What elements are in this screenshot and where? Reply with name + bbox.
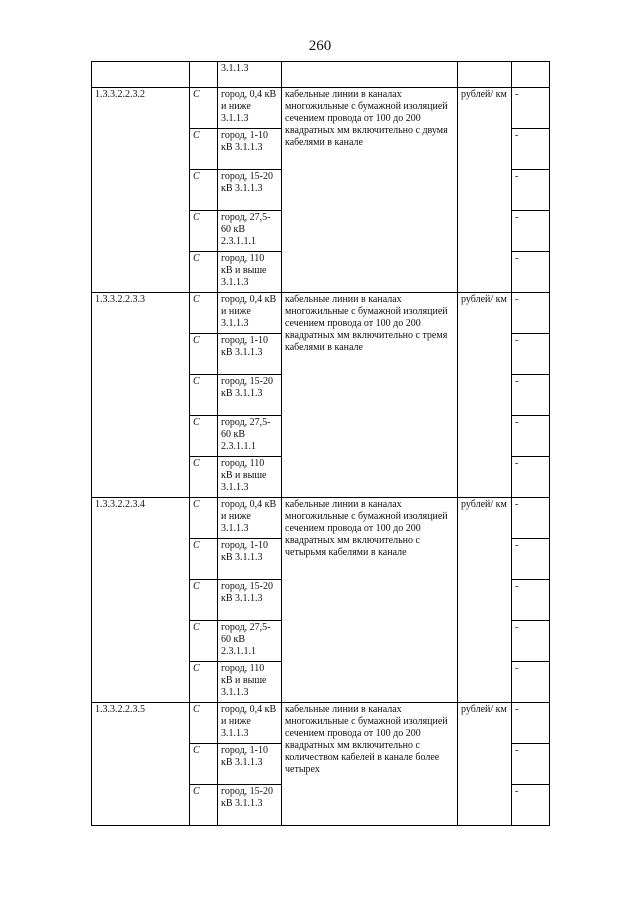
value-cell: - [512,129,550,170]
unit-cell [458,62,512,88]
value-cell: - [512,334,550,375]
table-row [92,293,550,334]
value-cell: - [512,580,550,621]
location-cell: город, 15-20 кВ 3.1.1.3 [218,375,282,416]
location-cell: 3.1.1.3 [218,62,282,88]
location-cell: город, 1-10 кВ 3.1.1.3 [218,129,282,170]
description-cell: кабельные линии в каналах многожильные с бумажной изоляцией сечением провода от 100 до 200 квадратных мм включительно с тремя кабелями в канале [282,293,458,498]
class-cell: С [190,744,218,785]
class-cell: С [190,334,218,375]
unit-cell: рублей/ км [458,293,512,498]
class-cell [190,62,218,88]
location-cell: город, 0,4 кВ и ниже 3.1.1.3 [218,293,282,334]
code-cell [92,62,190,88]
location-cell: город, 0,4 кВ и ниже 3.1.1.3 [218,498,282,539]
unit-cell: рублей/ км [458,703,512,826]
class-cell: С [190,703,218,744]
value-cell: - [512,703,550,744]
location-cell: город, 110 кВ и выше 3.1.1.3 [218,252,282,293]
class-cell: С [190,416,218,457]
location-cell: город, 1-10 кВ 3.1.1.3 [218,539,282,580]
value-cell: - [512,170,550,211]
location-cell: город, 27,5-60 кВ 2.3.1.1.1 [218,621,282,662]
value-cell: - [512,375,550,416]
location-cell: город, 0,4 кВ и ниже 3.1.1.3 [218,88,282,129]
description-cell [282,62,458,88]
value-cell: - [512,88,550,129]
location-cell: город, 1-10 кВ 3.1.1.3 [218,744,282,785]
class-cell: С [190,498,218,539]
location-cell: город, 110 кВ и выше 3.1.1.3 [218,662,282,703]
value-cell: - [512,457,550,498]
continuation-row [92,62,550,88]
value-cell [512,62,550,88]
tariff-table [91,61,550,826]
location-cell: город, 15-20 кВ 3.1.1.3 [218,785,282,826]
description-cell: кабельные линии в каналах многожильные с бумажной изоляцией сечением провода от 100 до 200 квадратных мм включительно с двумя кабелями в канале [282,88,458,293]
value-cell: - [512,744,550,785]
value-cell: - [512,785,550,826]
class-cell: С [190,662,218,703]
value-cell: - [512,211,550,252]
location-cell: город, 27,5-60 кВ 2.3.1.1.1 [218,416,282,457]
location-cell: город, 15-20 кВ 3.1.1.3 [218,580,282,621]
value-cell: - [512,621,550,662]
location-cell: город, 0,4 кВ и ниже 3.1.1.3 [218,703,282,744]
description-cell: кабельные линии в каналах многожильные с бумажной изоляцией сечением провода от 100 до 200 квадратных мм включительно с количеством кабелей в канале более четырех [282,703,458,826]
class-cell: С [190,785,218,826]
location-cell: город, 15-20 кВ 3.1.1.3 [218,170,282,211]
class-cell: С [190,375,218,416]
unit-cell: рублей/ км [458,498,512,703]
value-cell: - [512,416,550,457]
location-cell: город, 1-10 кВ 3.1.1.3 [218,334,282,375]
class-cell: С [190,129,218,170]
class-cell: С [190,88,218,129]
page-number: 260 [308,38,332,54]
class-cell: С [190,252,218,293]
code-cell: 1.3.3.2.2.3.2 [92,88,190,293]
unit-cell: рублей/ км [458,88,512,293]
description-cell: кабельные линии в каналах многожильные с бумажной изоляцией сечением провода от 100 до 200 квадратных мм включительно с четырьмя кабелями в канале [282,498,458,703]
class-cell: С [190,293,218,334]
value-cell: - [512,662,550,703]
class-cell: С [190,457,218,498]
class-cell: С [190,170,218,211]
value-cell: - [512,293,550,334]
code-cell: 1.3.3.2.2.3.5 [92,703,190,826]
class-cell: С [190,211,218,252]
code-cell: 1.3.3.2.2.3.4 [92,498,190,703]
table-row [92,703,550,744]
location-cell: город, 110 кВ и выше 3.1.1.3 [218,457,282,498]
class-cell: С [190,621,218,662]
code-cell: 1.3.3.2.2.3.3 [92,293,190,498]
value-cell: - [512,252,550,293]
value-cell: - [512,498,550,539]
location-cell: город, 27,5-60 кВ 2.3.1.1.1 [218,211,282,252]
class-cell: С [190,580,218,621]
table-row [92,88,550,129]
table-body [92,62,550,826]
value-cell: - [512,539,550,580]
class-cell: С [190,539,218,580]
table-row [92,498,550,539]
